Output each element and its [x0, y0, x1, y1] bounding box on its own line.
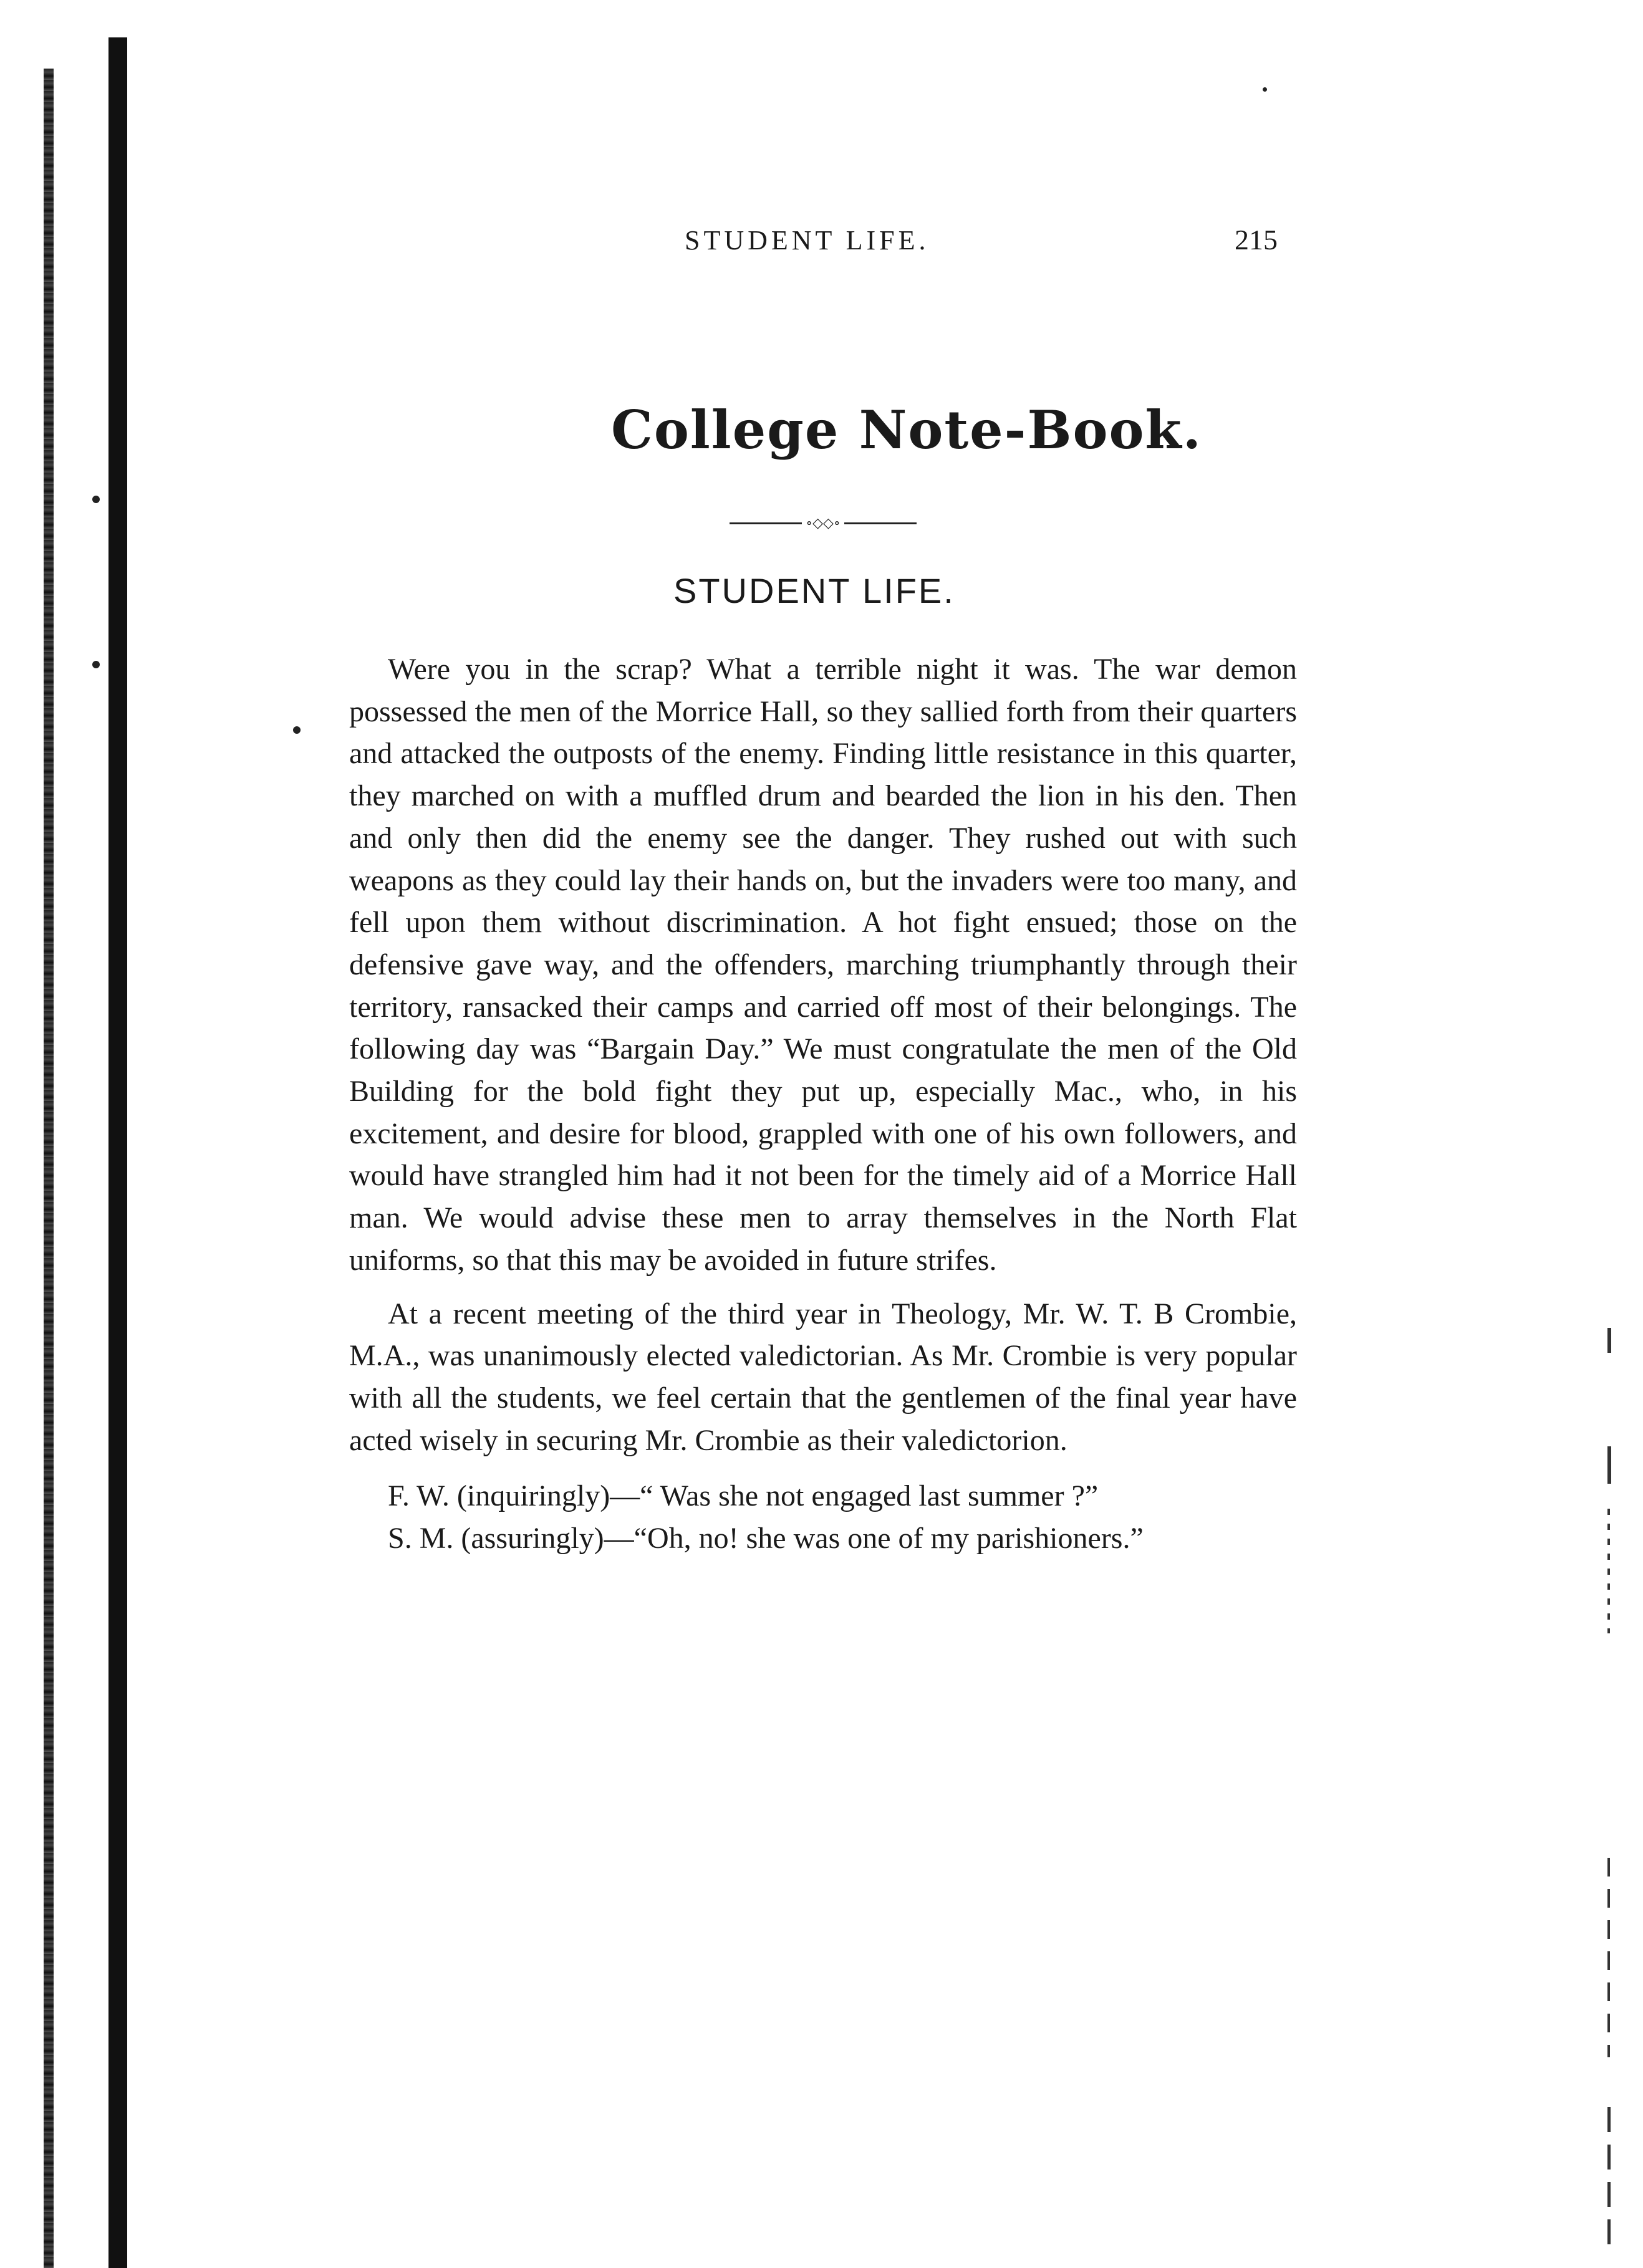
scan-edge-mark [1607, 1858, 1610, 2057]
scan-edge-mark [1607, 1509, 1610, 1633]
scan-speck [293, 726, 301, 734]
divider-ornament: ∘◇◇∘ [806, 515, 841, 531]
scan-edge-mark [1607, 1446, 1611, 1484]
dialog-line: F. W. (inquiringly)—“ Was she not engaged last summer ?” [388, 1479, 1099, 1513]
article-body [349, 648, 1297, 1560]
scan-speck [1263, 87, 1267, 92]
page-gutter-shadow [108, 37, 127, 2268]
section-title: College Note-Book. [611, 399, 1202, 461]
scan-speck [92, 661, 100, 668]
divider-line-left [730, 522, 802, 524]
paragraph: Were you in the scrap? What a terrible night it was. The war demon possessed the men of the Morrice Hall, so they sallied forth from their quarters and attacked the outposts of the enemy. Finding little resistance in this quarter, they marched on with a muffled drum and bearded the lion in his den. Then and only then did the enemy see the danger. They rushed out with such weapons as they could lay their hands on, but the invaders were too many, and fell upon them without discrimination. A hot fight ensued; those on the defensive gave way, and the offenders, marching triumphantly through their territory, ransacked their camps and carried off most of their belongings. The following day was “Bargain Day.” We must congratulate the men of the Old Building for the bold fight they put up, especially Mac., who, in his excitement, and desire for blood, grappled with one of his own followers, and would have strangled him had it not been for the timely aid of a Morrice Hall man. We would advise these men to array themselves in the North Flat uniforms, so that this may be avoided in future strifes. [349, 653, 1297, 1277]
running-head: STUDENT LIFE. [685, 225, 930, 256]
article-title: STUDENT LIFE. [673, 571, 955, 610]
scan-speck [92, 496, 100, 503]
page-number: 215 [1235, 224, 1278, 256]
scan-edge-mark [1607, 2107, 1611, 2244]
dialog-line: S. M. (assuringly)—“Oh, no! she was one of my parishioners.” [388, 1522, 1144, 1555]
scan-edge-mark [1607, 1328, 1611, 1353]
ornamental-divider [730, 517, 917, 529]
paragraph: At a recent meeting of the third year in Theology, Mr. W. T. B Crombie, M.A., was unanimously elected valedictorian. As Mr. Crombie is very popular with all the students, we feel certain that the gentlemen of the final year have acted wisely in securing Mr. Crombie as their valedictorion. [349, 1297, 1297, 1457]
divider-line-right [844, 522, 917, 524]
